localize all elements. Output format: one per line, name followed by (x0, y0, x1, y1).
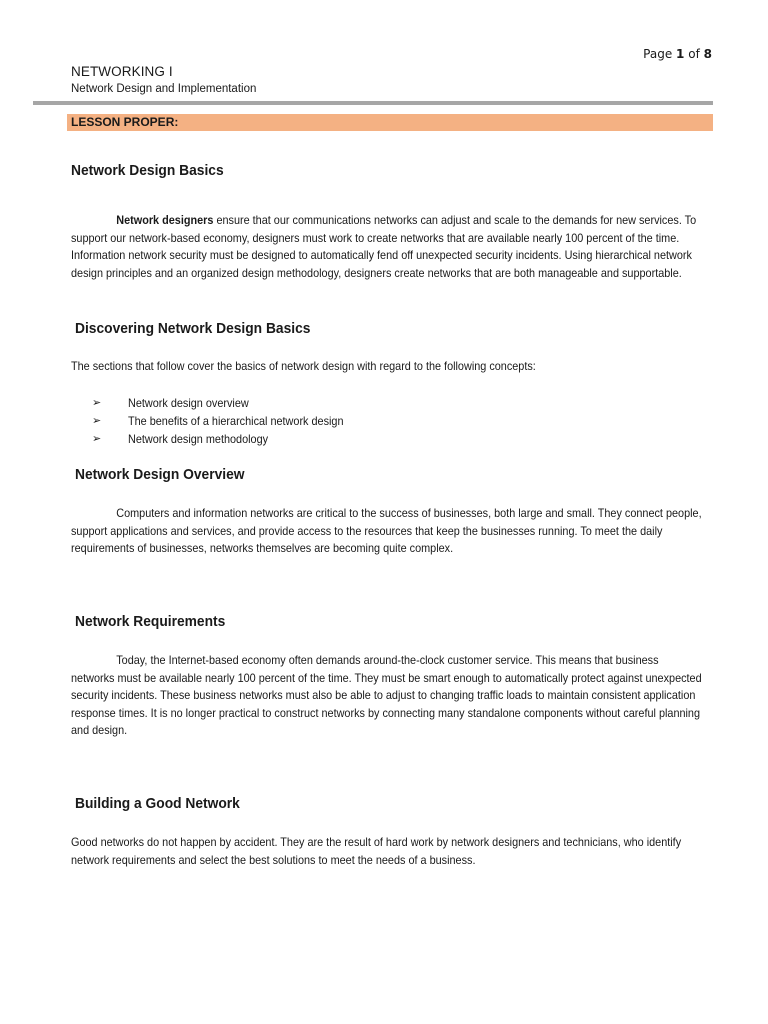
section-paragraph-network-requirements: Today, the Internet-based economy often demands around-the-clock customer service. This means that business networks must be available nearly 100 percent of the time. They must be smart enough to automatically protect against unexpected security incidents. These business networks must also be able to adjust to changing traffic loads to maintain consistent application response times. It is no longer practical to construct networks by connecting many standalone components without careful planning and design. (71, 653, 702, 737)
page-total: 8 (703, 47, 712, 61)
list-item-text: Network design overview (128, 396, 249, 410)
section-paragraph-building-good-network: Good networks do not happen by accident. They are the result of hard work by network designers and technicians, who identify network requirements and select the best solutions to meet the needs of a business. (71, 835, 682, 867)
section-heading-building-good-network: Building a Good Network (75, 795, 240, 812)
concepts-bullet-list (92, 394, 366, 448)
page-of: of (688, 47, 700, 61)
section-paragraph-discovering-basics: The sections that follow cover the basics of network design with regard to the following concepts: (71, 359, 536, 373)
lesson-proper-bar (67, 114, 713, 131)
page-current: 1 (676, 47, 685, 61)
lead-term: Network designers (116, 213, 214, 227)
section-heading-discovering-basics: Discovering Network Design Basics (75, 320, 311, 337)
course-subtitle: Network Design and Implementation (71, 83, 257, 95)
lesson-proper-label: LESSON PROPER: (71, 115, 179, 129)
section-heading-network-design-overview: Network Design Overview (75, 466, 245, 483)
paragraph-text: ensure that our communications networks can adjust and scale to the demands for new services. To support our network-based economy, designers must work to create networks that are available nearly 100 percent of the time. Information network security must be designed to automatically fend off unexpected security incidents. Using hierarchical network design principles and an organized design methodology, designers create networks that are both manageable and supportable. (71, 213, 697, 280)
list-item (92, 430, 366, 448)
list-item (92, 394, 366, 412)
arrowhead-bullet-icon: ➢ (92, 397, 102, 409)
list-item-text: The benefits of a hierarchical network design (128, 414, 344, 428)
arrowhead-bullet-icon: ➢ (92, 433, 102, 445)
list-item (92, 412, 366, 430)
course-title: NETWORKING I (71, 64, 173, 79)
page-number (643, 47, 712, 61)
page-prefix: Page (643, 47, 673, 61)
section-heading-network-requirements: Network Requirements (75, 613, 226, 630)
arrowhead-bullet-icon: ➢ (92, 415, 102, 427)
section-paragraph-network-design-overview: Computers and information networks are critical to the success of businesses, both large and small. They connect people, support applications and services, and provide access to the resources that keep the businesses running. To meet the daily requirements of businesses, networks themselves are becoming quite complex. (71, 506, 702, 555)
section-heading-network-design-basics: Network Design Basics (71, 162, 224, 179)
list-item-text: Network design methodology (128, 432, 269, 446)
header-divider (33, 101, 713, 105)
section-paragraph-network-design-basics (71, 212, 705, 282)
